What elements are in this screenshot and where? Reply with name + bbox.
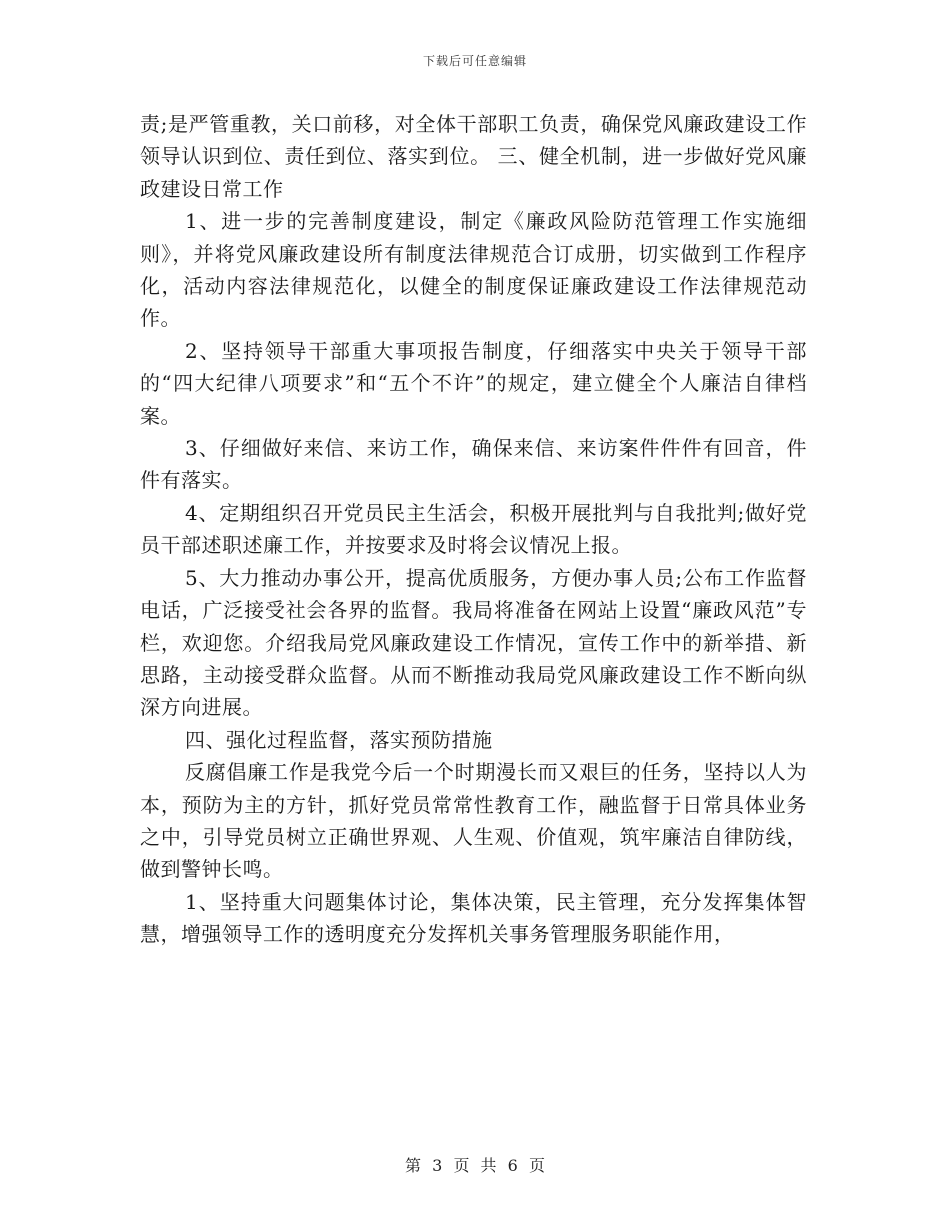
footer-total-word: 共 [480, 1156, 497, 1175]
footer-page-word: 页 [453, 1156, 470, 1175]
page-header: 下载后可任意编辑 [422, 54, 527, 68]
document-body [140, 108, 807, 951]
footer-suffix: 页 [528, 1156, 545, 1175]
paragraph-0: 责;是严管重教，关口前移，对全体干部职工负责，确保党风廉政建设工作领导认识到位、责任到位、落实到位。 三、健全机制，进一步做好党风廉政建设日常工作 [140, 112, 807, 201]
paragraph-3: 3、仔细做好来信、来访工作，确保来信、来访案件件件有回音，件件有落实。 [140, 436, 807, 493]
page-footer [0, 1153, 950, 1176]
paragraph-8: 1、坚持重大问题集体讨论，集体决策，民主管理，充分发挥集体智慧，增强领导工作的透明度充分发挥机关事务管理服务职能作用， [140, 889, 807, 947]
current-page-number: 3 [432, 1156, 443, 1175]
paragraph-2: 2、坚持领导干部重大事项报告制度，仔细落实中央关于领导干部的“四大纪律八项要求”和“五个不许”的规定，建立健全个人廉洁自律档案。 [140, 338, 807, 428]
footer-prefix: 第 [405, 1156, 422, 1175]
paragraph-7: 反腐倡廉工作是我党今后一个时期漫长而又艰巨的任务，坚持以人为本，预防为主的方针，抓好党员常常性教育工作，融监督于日常具体业务之中，引导党员树立正确世界观、人生观、价值观，筑牢廉洁自律防线，做到警钟长鸣。 [140, 760, 807, 882]
paragraph-1: 1、进一步的完善制度建设，制定《廉政风险防范管理工作实施细则》，并将党风廉政建设所有制度法律规范合订成册，切实做到工作程序化，活动内容法律规范化，以健全的制度保证廉政建设工作法律规范动作。 [140, 209, 807, 331]
paragraph-4: 4、定期组织召开党员民主生活会，积极开展批判与自我批判;做好党员干部述职述廉工作，并按要求及时将会议情况上报。 [140, 500, 807, 558]
section-heading-4: 四、强化过程监督，落实预防措施 [185, 727, 493, 752]
paragraph-5: 5、大力推动办事公开，提高优质服务，方便办事人员;公布工作监督电话，广泛接受社会各界的监督。我局将准备在网站上设置“廉政风范”专栏，欢迎您。介绍我局党风廉政建设工作情况，宣传工作中的新举措、新思路，主动接受群众监督。从而不断推动我局党风廉政建设工作不断向纵深方向进展。 [140, 565, 807, 720]
total-page-number: 6 [507, 1156, 518, 1175]
